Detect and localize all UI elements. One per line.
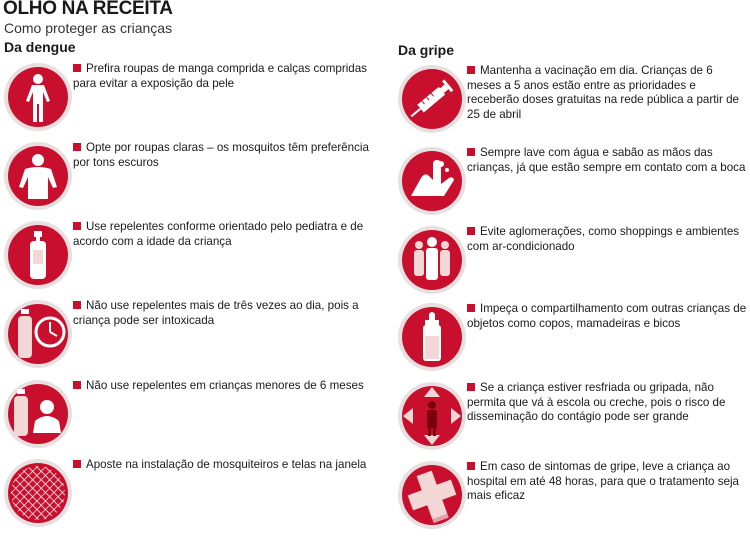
gripe-item-3 xyxy=(397,225,750,305)
dengue-item-4 xyxy=(3,299,378,379)
dengue-item-text: Não use repelentes mais de três vezes ao dia, pois a criança pode ser intoxicada xyxy=(73,299,359,327)
gripe-item-text: Evite aglomerações, como shoppings e ambientes com ar-condicionado xyxy=(467,225,740,253)
dengue-item-text: Não use repelentes em crianças menores de 6 meses xyxy=(86,379,364,392)
gripe-heading: Da gripe xyxy=(398,42,455,58)
dengue-item-2 xyxy=(3,141,378,221)
dengue-item-text: Opte por roupas claras – os mosquitos têm preferência por tons escuros xyxy=(73,141,369,169)
bullet-icon xyxy=(467,227,475,235)
baby-bottle-icon xyxy=(397,302,467,372)
dengue-item-3 xyxy=(3,220,378,300)
gripe-item-text: Em caso de sintomas de gripe, leve a criança ao hospital em até 48 horas, para que o tratamento seja mais eficaz xyxy=(467,460,739,502)
dengue-item-5 xyxy=(3,379,378,459)
dengue-item-6 xyxy=(3,458,378,538)
dengue-item-text: Prefira roupas de manga comprida e calças compridas para evitar a exposição da pele xyxy=(73,62,367,90)
page-title: OLHO NA RECEITA xyxy=(3,0,173,19)
gripe-item-text: Se a criança estiver resfriada ou gripada, não permita que vá à escola ou creche, pois o risco de disseminação do contágio pode ser grande xyxy=(467,381,726,423)
gripe-item-text: Impeça o compartilhamento com outras crianças de objetos como copos, mamadeiras e bicos xyxy=(467,302,747,330)
child-shirt-icon xyxy=(3,141,73,211)
dengue-item-text: Use repelentes conforme orientado pelo pediatra e de acordo com a idade da criança xyxy=(73,220,364,248)
dengue-item-1 xyxy=(3,62,378,142)
bullet-icon xyxy=(467,383,475,391)
child-arrows-icon xyxy=(397,381,467,451)
gripe-item-text: Mantenha a vacinação em dia. Crianças de 6 meses a 5 anos estão entre as prioridades e receberão doses gratuitas na rede pública a partir de 25 de abril xyxy=(467,64,739,121)
repellent-baby-icon xyxy=(3,379,73,449)
gripe-item-2 xyxy=(397,146,750,226)
bullet-icon xyxy=(73,301,81,309)
mosquito-net-icon xyxy=(3,458,73,528)
health-cross-icon xyxy=(397,460,467,530)
page-subtitle: Como proteger as crianças xyxy=(4,20,173,36)
dengue-heading: Da dengue xyxy=(4,39,76,55)
child-standing-icon xyxy=(3,62,73,132)
gripe-item-5 xyxy=(397,381,750,461)
hand-washing-icon xyxy=(397,146,467,216)
bullet-icon xyxy=(73,381,81,389)
syringe-icon xyxy=(397,64,467,134)
bullet-icon xyxy=(467,66,475,74)
bullet-icon xyxy=(73,64,81,72)
gripe-item-text: Sempre lave com água e sabão as mãos das crianças, já que estão sempre em contato com a boca xyxy=(467,146,746,174)
bullet-icon xyxy=(73,222,81,230)
dengue-item-text: Aposte na instalação de mosquiteiros e telas na janela xyxy=(86,458,367,471)
repellent-spray-icon xyxy=(3,220,73,290)
bullet-icon xyxy=(73,143,81,151)
bullet-icon xyxy=(467,148,475,156)
gripe-item-6 xyxy=(397,460,750,540)
bullet-icon xyxy=(73,460,81,468)
repellent-clock-icon xyxy=(3,299,73,369)
gripe-item-1 xyxy=(397,64,750,144)
crowd-icon xyxy=(397,225,467,295)
bullet-icon xyxy=(467,462,475,470)
gripe-item-4 xyxy=(397,302,750,382)
bullet-icon xyxy=(467,304,475,312)
